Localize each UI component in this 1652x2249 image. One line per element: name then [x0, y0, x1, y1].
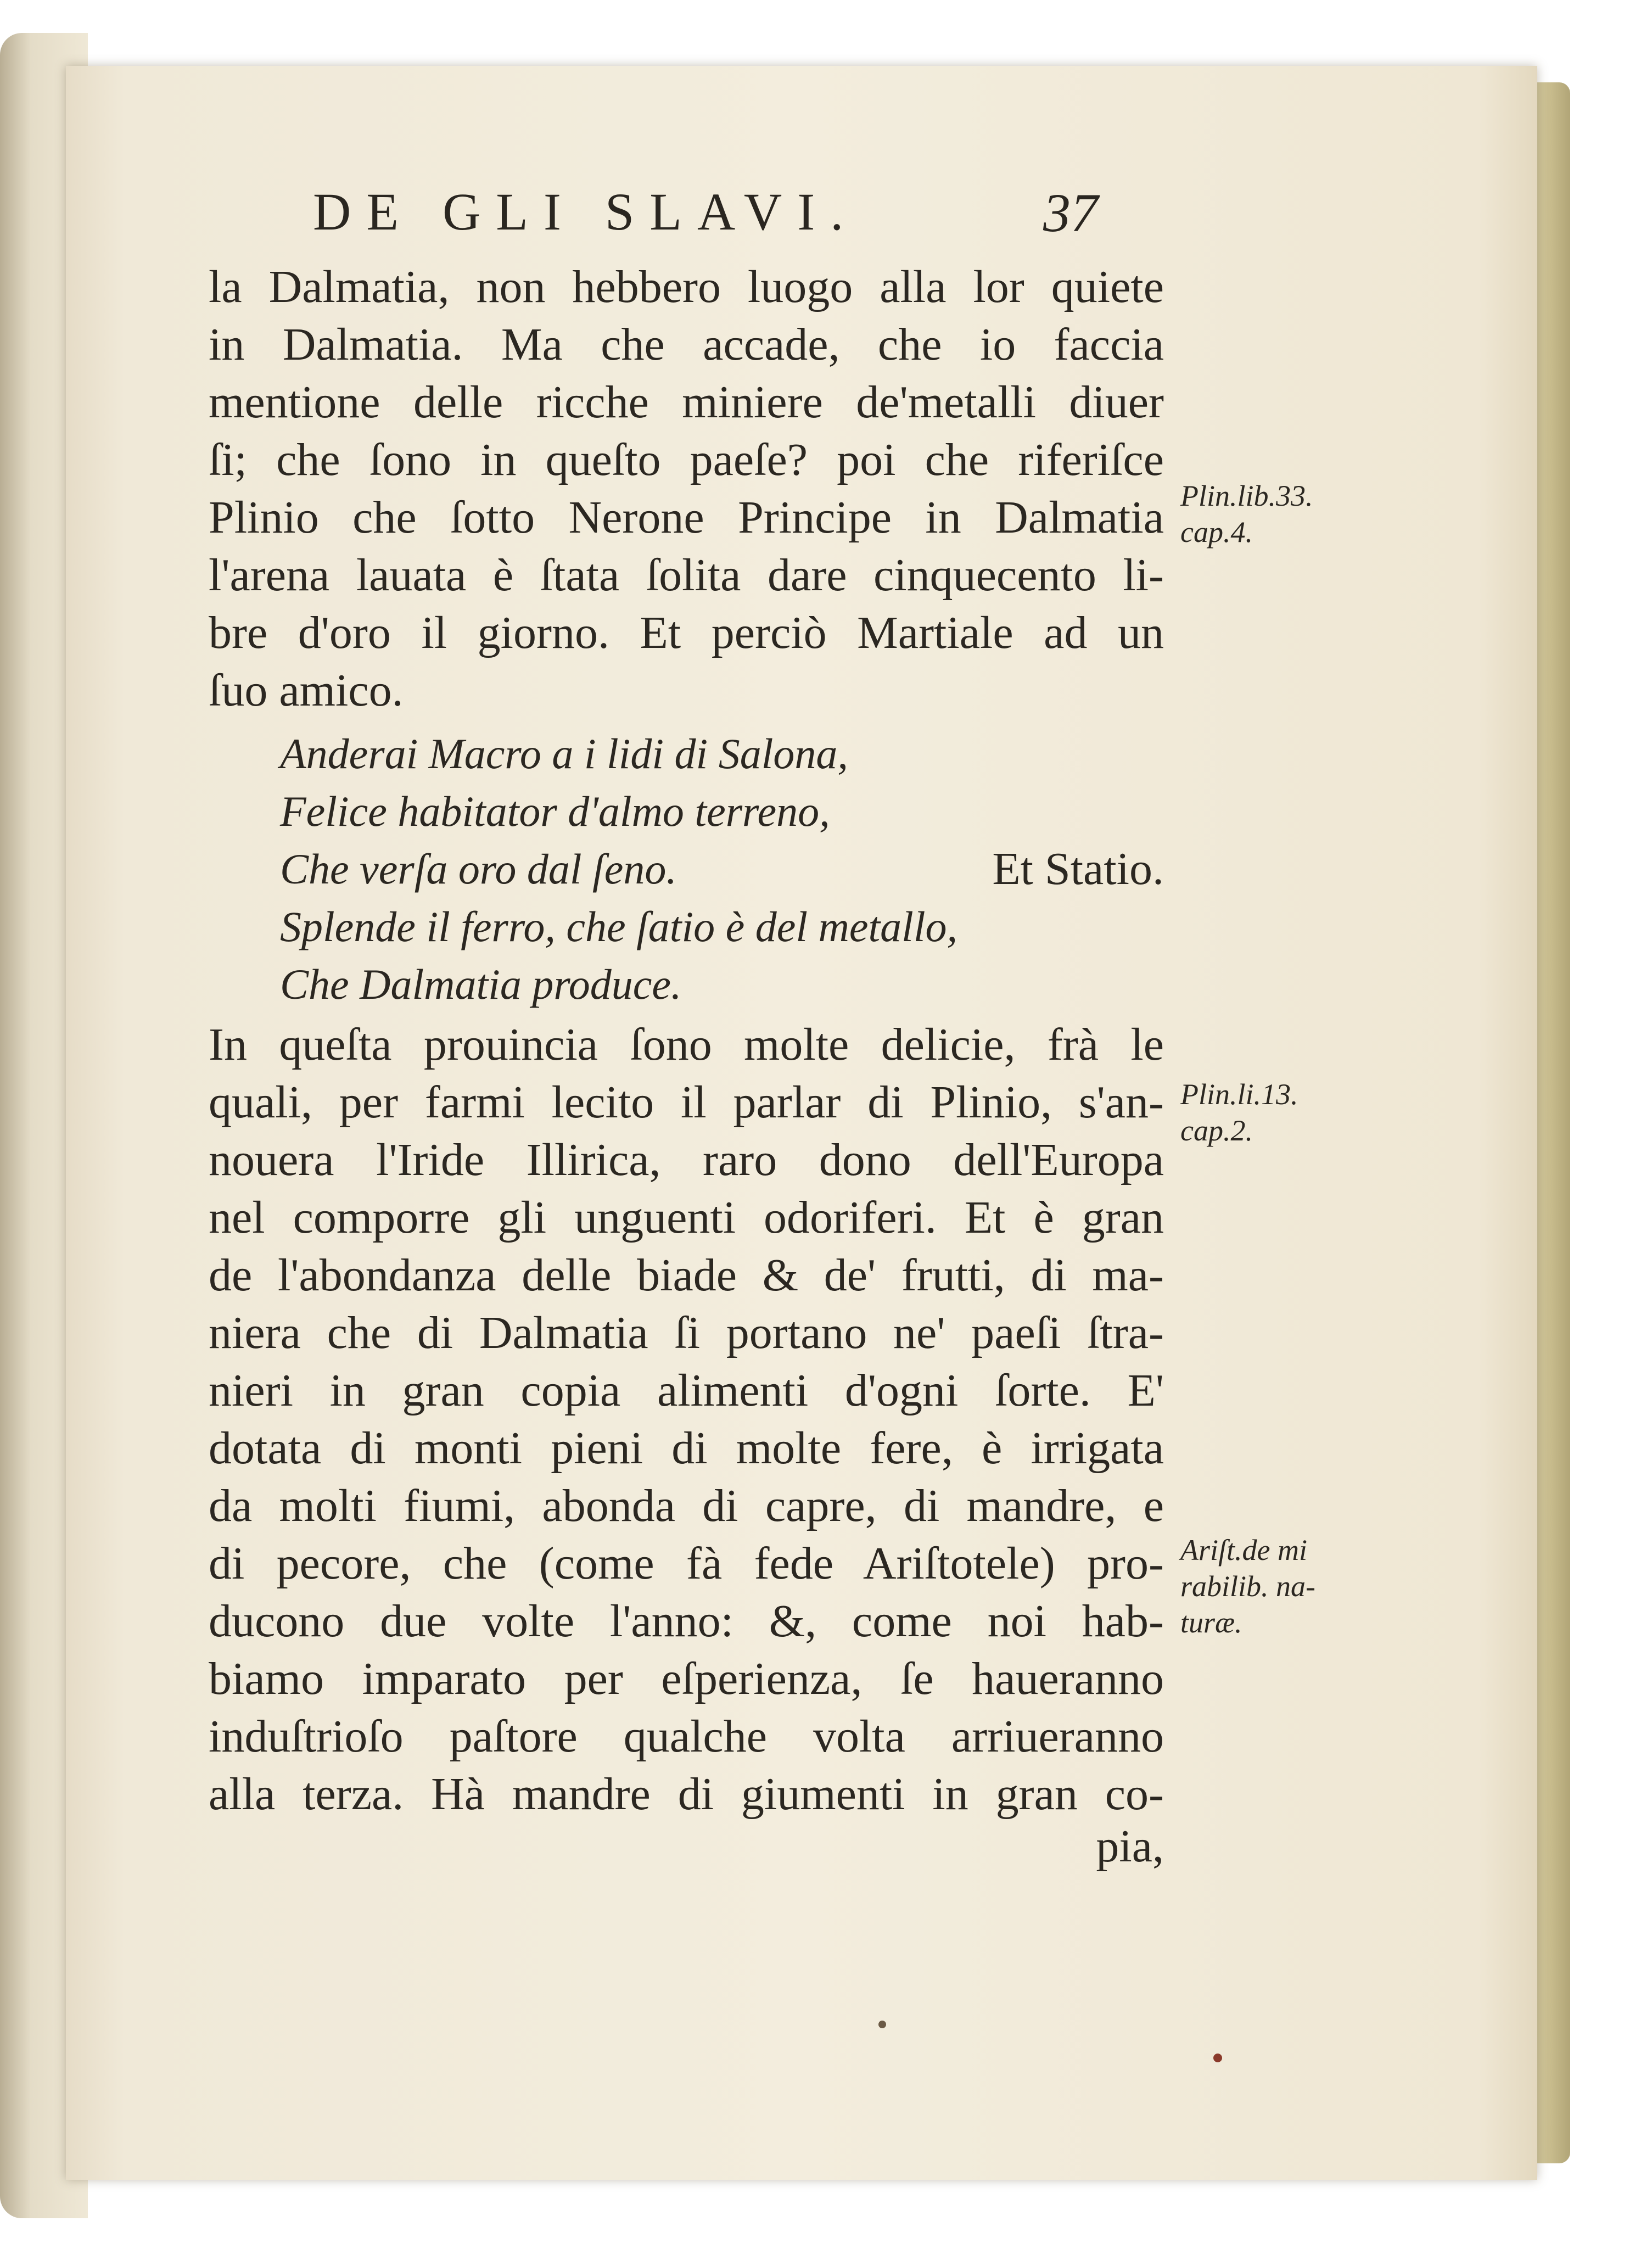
page-number: 37 — [1043, 182, 1098, 243]
body-line: niera che di Dalmatia ſi portano ne' paeſi ſtra- — [209, 1307, 1164, 1358]
body-line: induſtrioſo paſtore qualche volta arriueranno — [209, 1711, 1164, 1762]
body-line: dotata di monti pieni di molte fere, è irrigata — [209, 1423, 1164, 1474]
body-line: nieri in gran copia alimenti d'ogni ſorte. E' — [209, 1365, 1164, 1416]
verse-line: Splende il ferro, che ſatio è del metallo, — [280, 903, 957, 950]
verse-line: Felice habitator d'almo terreno, — [280, 787, 830, 835]
paper-speck — [1213, 2054, 1222, 2062]
verse-line: Che Dalmatia produce. — [280, 960, 682, 1008]
marginal-note-line: cap.4. — [1180, 516, 1253, 549]
body-line: in Dalmatia. Ma che accade, che io faccia — [209, 319, 1164, 370]
marginal-note-line: turæ. — [1180, 1606, 1242, 1639]
body-line: quali, per farmi lecito il parlar di Plinio, s'an- — [209, 1077, 1164, 1128]
body-line: l'arena lauata è ſtata ſolita dare cinquecento li- — [209, 550, 1164, 601]
body-line: di pecore, che (come fà fede Ariſtotele) pro- — [209, 1538, 1164, 1589]
paper-speck — [878, 2021, 886, 2028]
running-title: DE GLI SLAVI. — [313, 182, 859, 241]
marginal-note — [1180, 1532, 1378, 1641]
marginal-note — [1180, 1076, 1378, 1149]
marginal-note-line: Plin.li.13. — [1180, 1078, 1298, 1111]
verse-line: Che verſa oro dal ſeno. — [280, 845, 677, 893]
body-line: ſuo amico. — [209, 665, 404, 716]
verse-attribution: Et Statio. — [992, 843, 1164, 894]
marginal-note-line: Plin.lib.33. — [1180, 479, 1313, 512]
body-line: ſi; che ſono in queſto paeſe? poi che riferiſce — [209, 434, 1164, 485]
body-line: alla terza. Hà mandre di giumenti in gran co- — [209, 1769, 1164, 1820]
body-line: da molti fiumi, abonda di capre, di mandre, e — [209, 1480, 1164, 1531]
marginal-note-line: Ariſt.de mi — [1180, 1534, 1307, 1567]
body-line: biamo imparato per eſperienza, ſe haueranno — [209, 1653, 1164, 1704]
body-line: mentione delle ricche miniere de'metalli diuer — [209, 377, 1164, 428]
marginal-note-line: cap.2. — [1180, 1114, 1253, 1147]
body-line: bre d'oro il giorno. Et perciò Martiale ad un — [209, 607, 1164, 658]
body-line: nel comporre gli unguenti odoriferi. Et è gran — [209, 1192, 1164, 1243]
body-line: nouera l'Iride Illirica, raro dono dell'Europa — [209, 1134, 1164, 1185]
marginal-note-line: rabilib. na- — [1180, 1570, 1316, 1603]
body-line: la Dalmatia, non hebbero luogo alla lor quiete — [209, 261, 1164, 312]
page-edge — [1532, 82, 1570, 2163]
body-line: In queſta prouincia ſono molte delicie, frà le — [209, 1019, 1164, 1070]
verse-line: Anderai Macro a i lidi di Salona, — [280, 730, 848, 777]
marginal-note — [1180, 478, 1378, 550]
body-line: Plinio che ſotto Nerone Principe in Dalmatia — [209, 492, 1164, 543]
body-line: ducono due volte l'anno: &, come noi hab- — [209, 1596, 1164, 1647]
catchword: pia, — [1096, 1821, 1164, 1872]
body-line: de l'abondanza delle biade & de' frutti, di ma- — [209, 1250, 1164, 1301]
